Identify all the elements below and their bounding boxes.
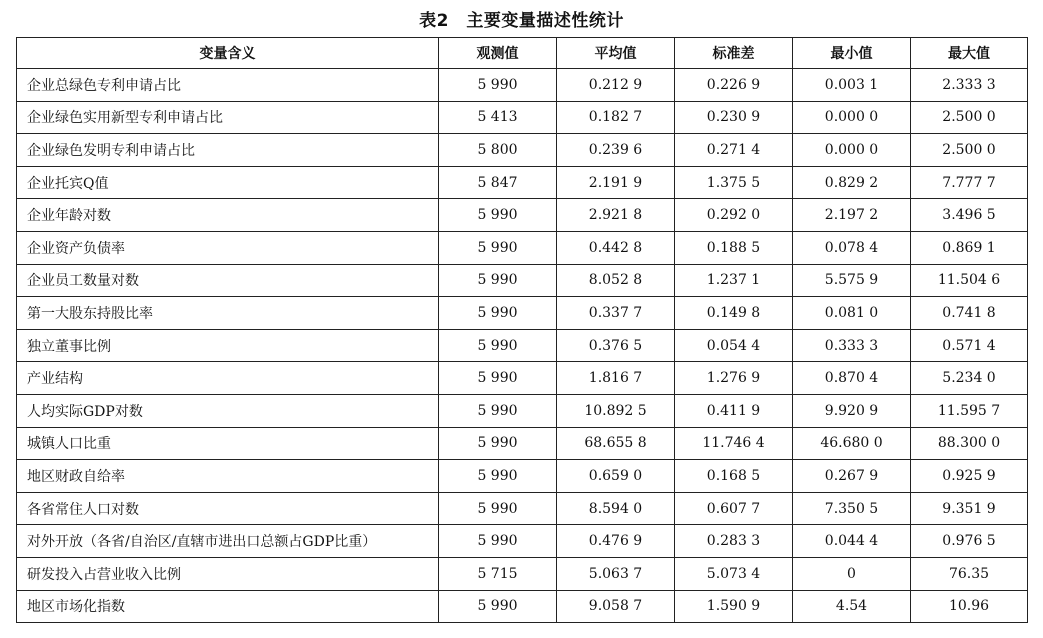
stat-value-cell: 0.869 1 — [911, 231, 1028, 264]
table-row — [17, 329, 1028, 362]
stat-value-cell: 2.500 0 — [911, 134, 1028, 167]
table-row — [17, 297, 1028, 330]
stat-value-cell: 76.35 — [911, 557, 1028, 590]
header-row — [17, 38, 1028, 69]
stat-value-cell: 5 800 — [439, 134, 557, 167]
stat-value-cell: 0.149 8 — [675, 297, 793, 330]
stat-value-cell: 0.000 0 — [793, 101, 911, 134]
stat-value-cell: 0.230 9 — [675, 101, 793, 134]
variable-name-cell: 企业绿色发明专利申请占比 — [17, 134, 439, 167]
stat-value-cell: 0.741 8 — [911, 297, 1028, 330]
variable-name-cell: 对外开放（各省/自治区/直辖市进出口总额占GDP比重） — [17, 525, 439, 558]
stat-value-cell: 2.197 2 — [793, 199, 911, 232]
stat-value-cell: 0.239 6 — [557, 134, 675, 167]
stat-value-cell: 0.078 4 — [793, 231, 911, 264]
stat-value-cell: 7.350 5 — [793, 492, 911, 525]
stat-value-cell: 5 990 — [439, 427, 557, 460]
stat-value-cell: 2.191 9 — [557, 166, 675, 199]
table-row — [17, 231, 1028, 264]
stat-value-cell: 5 990 — [439, 199, 557, 232]
table-body — [17, 69, 1028, 623]
stat-value-cell: 1.276 9 — [675, 362, 793, 395]
column-header: 标准差 — [675, 38, 793, 69]
variable-name-cell: 企业托宾Q值 — [17, 166, 439, 199]
variable-name-cell: 地区财政自给率 — [17, 460, 439, 493]
stat-value-cell: 0.283 3 — [675, 525, 793, 558]
stat-value-cell: 10.892 5 — [557, 394, 675, 427]
stat-value-cell: 1.816 7 — [557, 362, 675, 395]
table-row — [17, 362, 1028, 395]
stat-value-cell: 88.300 0 — [911, 427, 1028, 460]
column-header: 观测值 — [439, 38, 557, 69]
table-title: 表2 主要变量描述性统计 — [419, 11, 624, 31]
stat-value-cell: 5 990 — [439, 231, 557, 264]
stat-value-cell: 0.182 7 — [557, 101, 675, 134]
variable-name-cell: 第一大股东持股比率 — [17, 297, 439, 330]
stat-value-cell: 0.003 1 — [793, 69, 911, 102]
stat-value-cell: 0.870 4 — [793, 362, 911, 395]
stat-value-cell: 5.073 4 — [675, 557, 793, 590]
stat-value-cell: 5 990 — [439, 69, 557, 102]
stat-value-cell: 4.54 — [793, 590, 911, 623]
stat-value-cell: 0.212 9 — [557, 69, 675, 102]
table-row — [17, 590, 1028, 623]
stat-value-cell: 0.000 0 — [793, 134, 911, 167]
table-row — [17, 264, 1028, 297]
variable-name-cell: 研发投入占营业收入比例 — [17, 557, 439, 590]
stat-value-cell: 0.337 7 — [557, 297, 675, 330]
stat-value-cell: 2.333 3 — [911, 69, 1028, 102]
stat-value-cell: 5 715 — [439, 557, 557, 590]
stat-value-cell: 10.96 — [911, 590, 1028, 623]
stat-value-cell: 5 990 — [439, 525, 557, 558]
stat-value-cell: 1.237 1 — [675, 264, 793, 297]
descriptive-statistics-table — [16, 37, 1028, 623]
stat-value-cell: 0.411 9 — [675, 394, 793, 427]
stat-value-cell: 3.496 5 — [911, 199, 1028, 232]
stat-value-cell: 0.044 4 — [793, 525, 911, 558]
stat-value-cell: 5 990 — [439, 329, 557, 362]
stat-value-cell: 0.333 3 — [793, 329, 911, 362]
stat-value-cell: 0.081 0 — [793, 297, 911, 330]
stat-value-cell: 0.476 9 — [557, 525, 675, 558]
stat-value-cell: 5 990 — [439, 460, 557, 493]
variable-name-cell: 企业资产负债率 — [17, 231, 439, 264]
column-header: 平均值 — [557, 38, 675, 69]
stat-value-cell: 68.655 8 — [557, 427, 675, 460]
stat-value-cell: 0.976 5 — [911, 525, 1028, 558]
stat-value-cell: 5 990 — [439, 264, 557, 297]
stat-value-cell: 1.590 9 — [675, 590, 793, 623]
stat-value-cell: 9.351 9 — [911, 492, 1028, 525]
stat-value-cell: 2.500 0 — [911, 101, 1028, 134]
stat-value-cell: 0.267 9 — [793, 460, 911, 493]
table-row — [17, 101, 1028, 134]
stat-value-cell: 11.504 6 — [911, 264, 1028, 297]
stat-value-cell: 0.226 9 — [675, 69, 793, 102]
variable-name-cell: 各省常住人口对数 — [17, 492, 439, 525]
column-header: 最小值 — [793, 38, 911, 69]
stat-value-cell: 11.746 4 — [675, 427, 793, 460]
stat-value-cell: 1.375 5 — [675, 166, 793, 199]
table-row — [17, 460, 1028, 493]
stat-value-cell: 5 990 — [439, 492, 557, 525]
stat-value-cell: 8.594 0 — [557, 492, 675, 525]
stat-value-cell: 0.829 2 — [793, 166, 911, 199]
stat-value-cell: 0.925 9 — [911, 460, 1028, 493]
stat-value-cell: 0 — [793, 557, 911, 590]
variable-name-cell: 人均实际GDP对数 — [17, 394, 439, 427]
stat-value-cell: 46.680 0 — [793, 427, 911, 460]
stat-value-cell: 0.607 7 — [675, 492, 793, 525]
variable-name-cell: 产业结构 — [17, 362, 439, 395]
table-row — [17, 427, 1028, 460]
variable-name-cell: 企业员工数量对数 — [17, 264, 439, 297]
table-row — [17, 166, 1028, 199]
stat-value-cell: 8.052 8 — [557, 264, 675, 297]
stat-value-cell: 0.442 8 — [557, 231, 675, 264]
stat-value-cell: 0.571 4 — [911, 329, 1028, 362]
stat-value-cell: 0.168 5 — [675, 460, 793, 493]
table-row — [17, 69, 1028, 102]
variable-name-cell: 企业年龄对数 — [17, 199, 439, 232]
stat-value-cell: 5 990 — [439, 394, 557, 427]
variable-name-cell: 地区市场化指数 — [17, 590, 439, 623]
stat-value-cell: 0.376 5 — [557, 329, 675, 362]
stat-value-cell: 5.575 9 — [793, 264, 911, 297]
stat-value-cell: 0.659 0 — [557, 460, 675, 493]
stat-value-cell: 5.234 0 — [911, 362, 1028, 395]
stat-value-cell: 2.921 8 — [557, 199, 675, 232]
stat-value-cell: 5 990 — [439, 362, 557, 395]
table-row — [17, 134, 1028, 167]
stat-value-cell: 9.058 7 — [557, 590, 675, 623]
table-row — [17, 492, 1028, 525]
table-row — [17, 394, 1028, 427]
table-row — [17, 557, 1028, 590]
stat-value-cell: 5 990 — [439, 590, 557, 623]
variable-name-cell: 城镇人口比重 — [17, 427, 439, 460]
variable-name-cell: 企业总绿色专利申请占比 — [17, 69, 439, 102]
table-row — [17, 199, 1028, 232]
stat-value-cell: 0.188 5 — [675, 231, 793, 264]
stat-value-cell: 0.292 0 — [675, 199, 793, 232]
stat-value-cell: 11.595 7 — [911, 394, 1028, 427]
stat-value-cell: 5 847 — [439, 166, 557, 199]
stat-value-cell: 0.271 4 — [675, 134, 793, 167]
stat-value-cell: 9.920 9 — [793, 394, 911, 427]
column-header: 变量含义 — [17, 38, 439, 69]
stat-value-cell: 7.777 7 — [911, 166, 1028, 199]
column-header: 最大值 — [911, 38, 1028, 69]
stat-value-cell: 5 990 — [439, 297, 557, 330]
variable-name-cell: 企业绿色实用新型专利申请占比 — [17, 101, 439, 134]
stat-value-cell: 5 413 — [439, 101, 557, 134]
variable-name-cell: 独立董事比例 — [17, 329, 439, 362]
table-row — [17, 525, 1028, 558]
stat-value-cell: 0.054 4 — [675, 329, 793, 362]
stat-value-cell: 5.063 7 — [557, 557, 675, 590]
